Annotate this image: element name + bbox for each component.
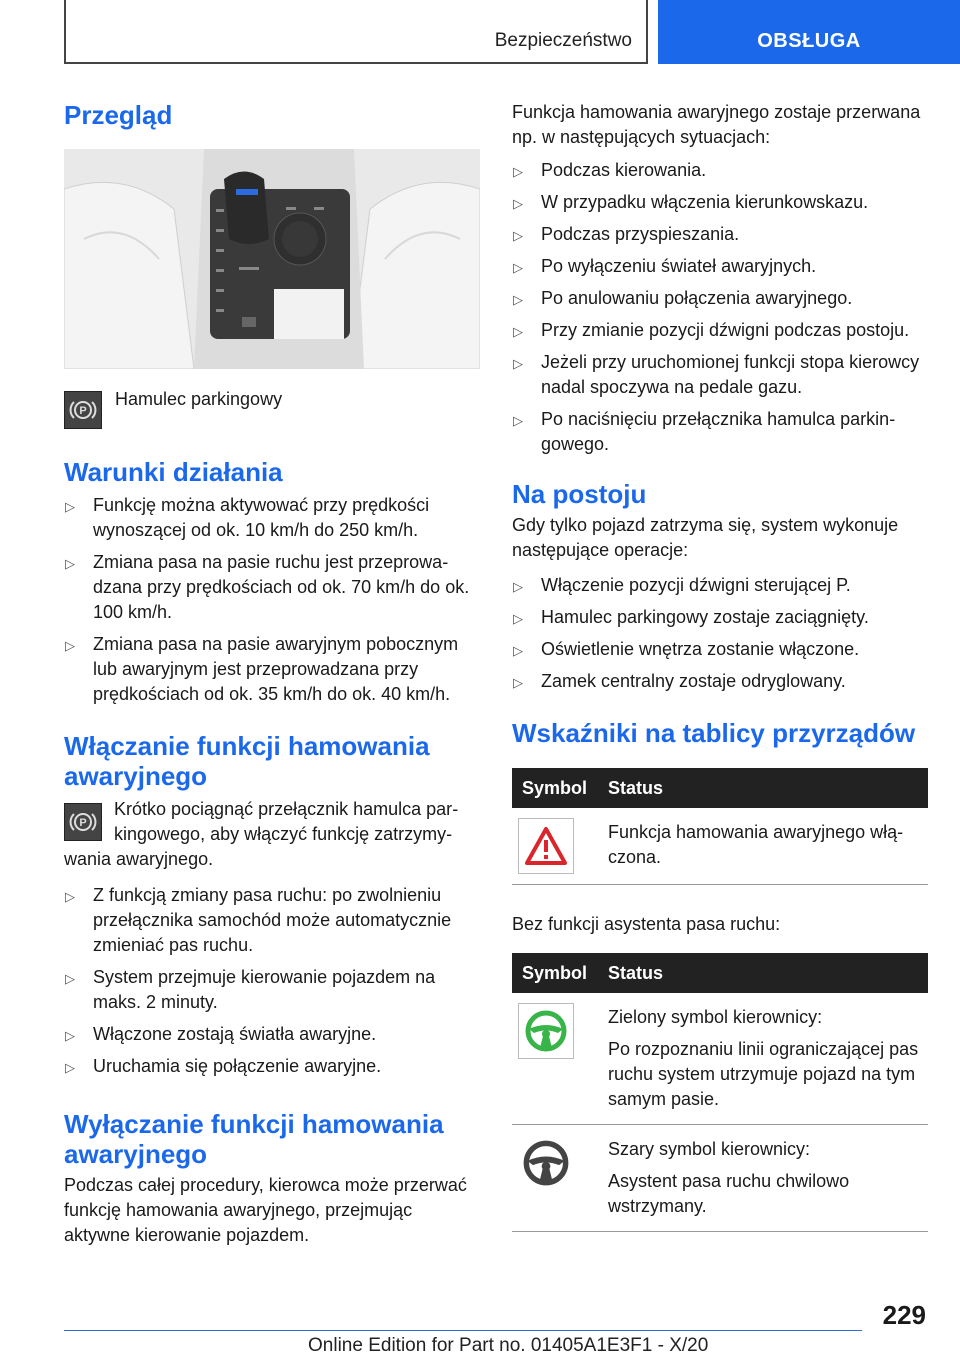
table2-row2-text: Asystent pasa ruchu chwilowo wstrzymany. xyxy=(608,1171,850,1216)
activate-text: Krótko pociągnąć przełącznik hamulca parkingowego, aby włączyć funkcję zatrzymywania awaryjnego. xyxy=(64,799,459,869)
list-item: ▷ Po naciśnięciu przełącznika hamulca parkingowego. xyxy=(513,409,896,454)
col-header-symbol: Symbol xyxy=(512,768,604,808)
svg-text:P: P xyxy=(79,817,87,829)
bullet-triangle-icon: ▷ xyxy=(65,556,75,571)
list-item: ▷ Z funkcją zmiany pasa ruchu: po zwolnieniu przełącznika samochód może automatycznie zmieniać pas ruchu. xyxy=(65,885,452,955)
center-console-image xyxy=(64,149,480,369)
interrupt-list xyxy=(512,158,928,457)
svg-text:P: P xyxy=(79,405,87,417)
list-item: ▷ Po wyłączeniu świateł awaryjnych. xyxy=(512,254,928,279)
bullet-triangle-icon: ▷ xyxy=(513,164,523,179)
table-row xyxy=(512,1125,928,1232)
header-section-box xyxy=(64,0,648,64)
no-lane-text: Bez funkcji asystenta pasa ruchu: xyxy=(512,914,781,934)
bullet-triangle-icon: ▷ xyxy=(65,971,75,986)
indicator-table-2 xyxy=(512,953,928,1232)
bullet-triangle-icon: ▷ xyxy=(513,643,523,658)
bullet-triangle-icon: ▷ xyxy=(65,499,75,514)
bullet-triangle-icon: ▷ xyxy=(513,413,523,428)
list-item: ▷ Podczas kierowania. xyxy=(512,158,928,183)
list-item: ▷ Jeżeli przy uruchomionej funkcji stopa kierowcy nadal spoczywa na pedale gazu. xyxy=(513,352,920,397)
col-header-status: Status xyxy=(604,768,928,808)
page-number: 229 xyxy=(882,1300,926,1330)
conditions-list xyxy=(64,493,480,707)
col-header-status: Status xyxy=(604,953,928,993)
footer-divider xyxy=(64,1330,862,1331)
heading-deactivate: Wyłączanie funkcji hamowania awaryjnego xyxy=(64,1109,444,1169)
bullet-triangle-icon: ▷ xyxy=(65,1060,75,1075)
parking-brake-caption: Hamulec parkingowy xyxy=(115,389,283,409)
heading-activate: Włączanie funkcji hamowania awaryjnego xyxy=(64,731,430,791)
list-item: ▷ Zamek centralny zostaje odryglowany. xyxy=(512,669,928,694)
steering-wheel-green-icon xyxy=(518,1003,574,1059)
deactivate-text: Podczas całej procedury, kierowca może przerwać funkcję hamowania awaryjnego, przejmując aktywne kierowanie pojazdem. xyxy=(64,1175,467,1245)
list-item: ▷ Włączone zostają światła awaryjne. xyxy=(64,1022,480,1047)
list-item: ▷ Po anulowaniu połączenia awaryjnego. xyxy=(512,286,928,311)
bullet-triangle-icon: ▷ xyxy=(513,611,523,626)
left-column xyxy=(64,100,480,1248)
header-section-title: Bezpieczeństwo xyxy=(494,30,632,51)
indicator-table-1 xyxy=(512,768,928,885)
list-item: ▷ Przy zmianie pozycji dźwigni podczas postoju. xyxy=(512,318,928,343)
table-row xyxy=(512,993,928,1125)
table2-row1-text: Po rozpoznaniu linii ograniczającej pas ruchu system utrzymuje pojazd na tym samym pasie. xyxy=(608,1039,919,1109)
interrupt-text: Funkcja hamowania awaryjnego zostaje przerwana np. w następujących sytuacjach: xyxy=(512,102,921,147)
list-item: ▷ Włączenie pozycji dźwigni sterującej P. xyxy=(512,573,928,598)
table1-status: Funkcja hamowania awaryjnego włączona. xyxy=(604,808,928,885)
steering-wheel-gray-icon xyxy=(518,1135,574,1191)
table2-row2-title: Szary symbol kierownicy: xyxy=(608,1139,811,1159)
header-chapter-title: OBSŁUGA xyxy=(757,30,861,52)
list-item: ▷ W przypadku włączenia kierunkowskazu. xyxy=(512,190,928,215)
list-item: ▷ Funkcję można aktywować przy prędkości wynoszącej od ok. 10 km/h do 250 km/h. xyxy=(65,495,430,540)
bullet-triangle-icon: ▷ xyxy=(65,1028,75,1043)
heading-stop: Na postoju xyxy=(512,479,647,509)
center-console-illustration xyxy=(64,149,480,369)
list-item: ▷ Uruchamia się połączenie awaryjne. xyxy=(64,1054,480,1079)
heading-indicators: Wskaźniki na tablicy przyrządów xyxy=(512,718,916,748)
footer-edition: Online Edition for Part no. 01405A1E3F1 - X/20 xyxy=(308,1335,709,1356)
heading-conditions: Warunki działania xyxy=(64,457,283,487)
stop-list xyxy=(512,573,928,694)
list-item: ▷ Podczas przyspieszania. xyxy=(512,222,928,247)
bullet-triangle-icon: ▷ xyxy=(513,675,523,690)
list-item: ▷ Zmiana pasa na pasie ruchu jest przeprowadzana przy prędkościach od ok. 70 km/h do ok. 100 km/h. xyxy=(65,552,470,622)
bullet-triangle-icon: ▷ xyxy=(513,196,523,211)
bullet-triangle-icon: ▷ xyxy=(513,292,523,307)
warning-triangle-icon xyxy=(518,818,574,874)
bullet-triangle-icon: ▷ xyxy=(513,228,523,243)
bullet-triangle-icon: ▷ xyxy=(513,579,523,594)
bullet-triangle-icon: ▷ xyxy=(513,260,523,275)
bullet-triangle-icon: ▷ xyxy=(65,889,75,904)
table-row xyxy=(512,808,928,885)
parking-brake-icon xyxy=(64,803,102,841)
header-chapter-tab[interactable] xyxy=(658,0,960,64)
activate-paragraph xyxy=(64,797,480,872)
col-header-symbol: Symbol xyxy=(512,953,604,993)
bullet-triangle-icon: ▷ xyxy=(65,638,75,653)
table2-row1-title: Zielony symbol kierownicy: xyxy=(608,1007,823,1027)
list-item: ▷ Hamulec parkingowy zostaje zaciągnięty. xyxy=(512,605,928,630)
stop-text: Gdy tylko pojazd zatrzyma się, system wykonuje następujące operacje: xyxy=(512,515,899,560)
bullet-triangle-icon: ▷ xyxy=(513,356,523,371)
right-column xyxy=(512,100,928,1232)
list-item: ▷ Zmiana pasa na pasie awaryjnym pobocznym lub awaryjnym jest przeprowadzana przy prędkościach od ok. 35 km/h do ok. 40 km/h. xyxy=(65,634,459,704)
list-item: ▷ Oświetlenie wnętrza zostanie włączone. xyxy=(512,637,928,662)
activate-list xyxy=(64,883,480,1079)
parking-brake-caption-row xyxy=(64,391,480,429)
parking-brake-icon xyxy=(64,391,102,429)
list-item: ▷ System przejmuje kierowanie pojazdem na maks. 2 minuty. xyxy=(65,967,436,1012)
bullet-triangle-icon: ▷ xyxy=(513,324,523,339)
heading-overview: Przegląd xyxy=(64,100,173,130)
